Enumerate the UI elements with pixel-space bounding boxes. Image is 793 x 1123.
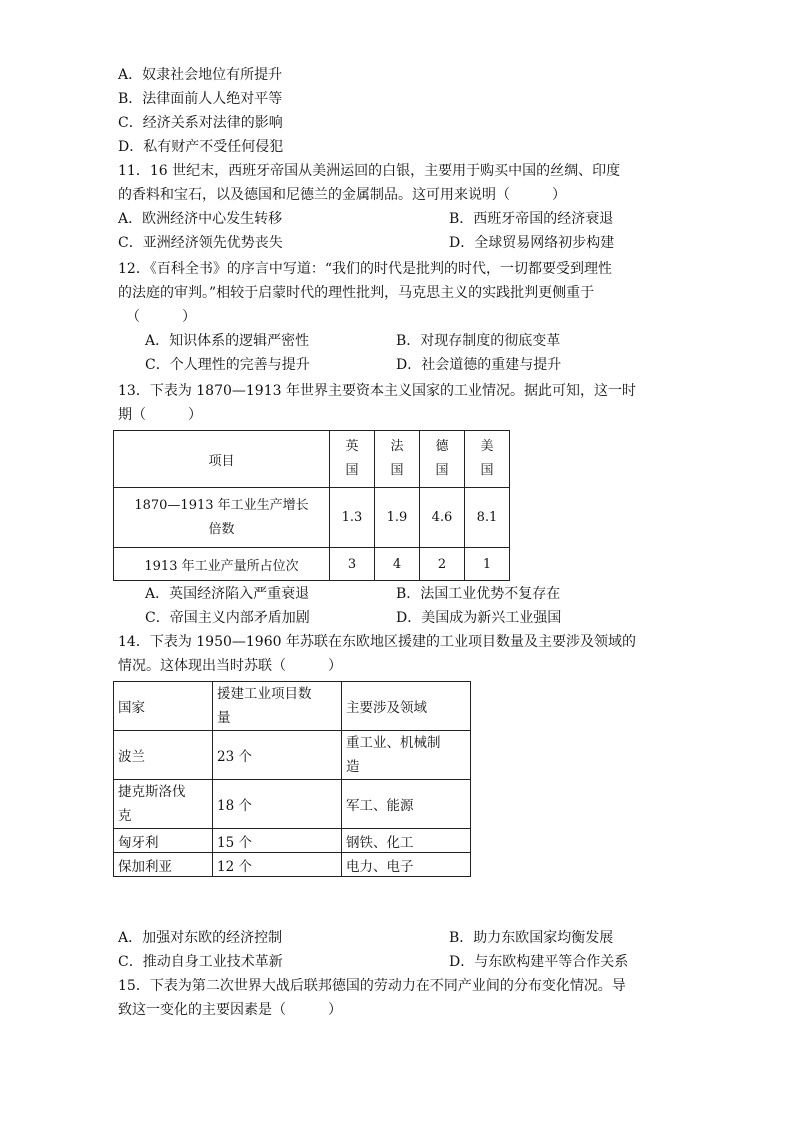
q11-stem-line2: 的香料和宝石，以及德国和尼德兰的金属制品。这可用来说明（ ）	[118, 187, 566, 203]
q13-row1-us: 8.1	[465, 488, 510, 548]
q14-table	[113, 681, 471, 877]
q13-row1-uk: 1.3	[330, 488, 375, 548]
q14-header-field: 主要涉及领域	[342, 682, 471, 731]
q13-row2-de: 2	[420, 548, 465, 581]
q13-header-fr: 法 国	[375, 431, 420, 488]
q14-row4-field: 电力、电子	[342, 853, 471, 877]
q13-row2-us: 1	[465, 548, 510, 581]
q13-table	[113, 430, 510, 581]
q14-option-a: A．加强对东欧的经济控制	[118, 930, 283, 946]
q14-row1-count: 23 个	[213, 731, 342, 780]
q14-stem-line1: 14．下表为 1950—1960 年苏联在东欧地区援建的工业项目数量及主要涉及领域的	[118, 634, 636, 650]
q10-option-d: D．私有财产不受任何侵犯	[118, 139, 284, 155]
q11-option-c: C．亚洲经济领先优势丧失	[118, 235, 283, 251]
q13-row1-de: 4.6	[420, 488, 465, 548]
q14-row2-field: 军工、能源	[342, 780, 471, 829]
q11-stem-line1: 11．16 世纪末，西班牙帝国从美洲运回的白银，主要用于购买中国的丝绸、印度	[118, 163, 621, 179]
q12-stem-line3: （ ）	[126, 309, 196, 325]
q13-option-b: B．法国工业优势不复存在	[396, 586, 561, 602]
q13-row1-label: 1870—1913 年工业生产增长 倍数	[114, 488, 330, 548]
q15-stem-line2: 致这一变化的主要因素是（ ）	[118, 1002, 342, 1018]
q13-option-c: C．帝国主义内部矛盾加剧	[145, 610, 310, 626]
q15-stem-line1: 15．下表为第二次世界大战后联邦德国的劳动力在不同产业间的分布变化情况。导	[118, 978, 626, 994]
q14-option-b: B．助力东欧国家均衡发展	[449, 930, 614, 946]
q13-stem-line2: 期（ ）	[118, 407, 202, 423]
q10-option-c: C．经济关系对法律的影响	[118, 115, 283, 131]
q13-row2-fr: 4	[375, 548, 420, 581]
q11-option-a: A．欧洲经济中心发生转移	[118, 211, 283, 227]
q14-header-country: 国家	[114, 682, 213, 731]
q14-header-count: 援建工业项目数 量	[213, 682, 342, 731]
q12-option-b: B．对现存制度的彻底变革	[396, 333, 561, 349]
q10-option-b: B．法律面前人人绝对平等	[118, 91, 283, 107]
q14-row4-count: 12 个	[213, 853, 342, 877]
q12-option-a: A．知识体系的逻辑严密性	[145, 333, 310, 349]
q14-row3-field: 钢铁、化工	[342, 829, 471, 853]
q13-option-d: D．美国成为新兴工业强国	[396, 610, 562, 626]
q13-row1-fr: 1.9	[375, 488, 420, 548]
q13-header-de: 德 国	[420, 431, 465, 488]
q14-row1-field: 重工业、机械制 造	[342, 731, 471, 780]
q14-stem-line2: 情况。这体现出当时苏联（ ）	[118, 658, 342, 674]
q12-stem-line2: 的法庭的审判。”相较于启蒙时代的理性批判，马克思主义的实践批判更侧重于	[118, 285, 595, 301]
q14-option-c: C．推动自身工业技术革新	[118, 954, 283, 970]
q14-row4-country: 保加利亚	[114, 853, 213, 877]
q14-row2-country: 捷克斯洛伐 克	[114, 780, 213, 829]
q12-option-c: C．个人理性的完善与提升	[145, 357, 310, 373]
q13-row2-label: 1913 年工业产量所占位次	[114, 548, 330, 581]
q12-stem-line1: 12．《百科全书》的序言中写道：“我们的时代是批判的时代，一切都要受到理性	[118, 261, 612, 277]
q11-option-d: D．全球贸易网络初步构建	[449, 235, 615, 251]
q14-option-d: D．与东欧构建平等合作关系	[449, 954, 629, 970]
q13-stem-line1: 13．下表为 1870—1913 年世界主要资本主义国家的工业情况。据此可知，这一时	[118, 383, 636, 399]
q14-row3-count: 15 个	[213, 829, 342, 853]
q13-row2-uk: 3	[330, 548, 375, 581]
q13-header-item: 项目	[114, 431, 330, 488]
q11-option-b: B．西班牙帝国的经济衰退	[449, 211, 614, 227]
q10-option-a: A．奴隶社会地位有所提升	[118, 67, 283, 83]
q13-header-uk: 英 国	[330, 431, 375, 488]
q13-header-us: 美 国	[465, 431, 510, 488]
q14-row2-count: 18 个	[213, 780, 342, 829]
q14-row1-country: 波兰	[114, 731, 213, 780]
q14-row3-country: 匈牙利	[114, 829, 213, 853]
q13-option-a: A．英国经济陷入严重衰退	[145, 586, 310, 602]
q12-option-d: D．社会道德的重建与提升	[396, 357, 562, 373]
